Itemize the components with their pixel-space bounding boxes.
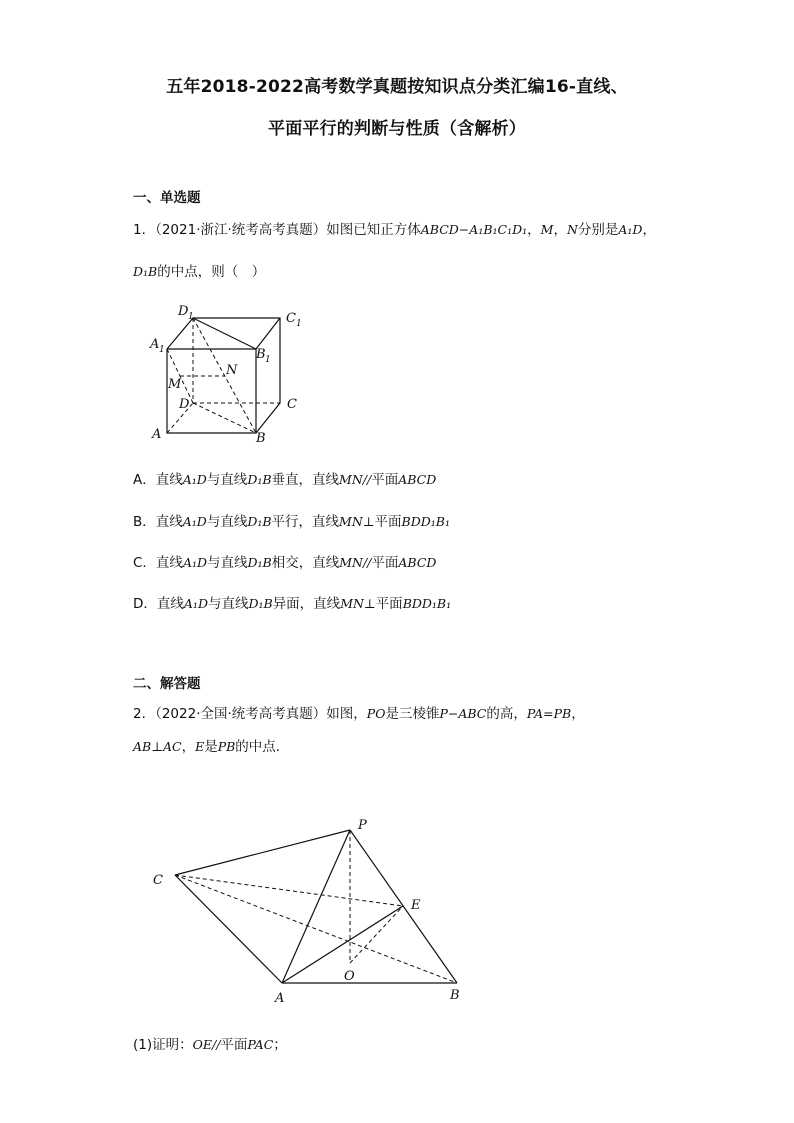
option-a[interactable]: A．直线A₁D与直线D₁B垂直，直线MN//平面ABCD	[133, 472, 437, 488]
question-1-stem-line2: D₁B的中点，则（ ）	[133, 264, 266, 280]
label-c1: C	[286, 311, 296, 326]
question-2-part-1: (1)证明：OE//平面PAC；	[133, 1037, 287, 1053]
label-b: B	[256, 431, 266, 446]
question-1-stem-line1: 1．（2021·浙江·统考高考真题）如图已知正方体ABCD−A₁B₁C₁D₁，M，N分别是A₁D，	[133, 222, 656, 238]
page-title-line1: 五年2018-2022高考数学真题按知识点分类汇编16-直线、	[166, 77, 628, 97]
label-c: C	[287, 397, 297, 412]
label-b: B	[450, 988, 460, 1003]
section-heading-answer: 二、解答题	[133, 676, 201, 692]
question-2-stem-line2: AB⊥AC，E是PB的中点．	[133, 739, 290, 755]
label-a: A	[275, 991, 285, 1006]
label-p: P	[358, 818, 367, 833]
label-m: M	[168, 377, 182, 392]
label-c1-sub: 1	[296, 319, 302, 329]
label-c: C	[153, 873, 163, 888]
label-d1-sub: 1	[188, 312, 194, 322]
label-b1: B	[256, 347, 266, 362]
label-e: E	[411, 898, 421, 913]
label-b1-sub: 1	[265, 355, 271, 365]
page-title-line2: 平面平行的判断与性质（含解析）	[268, 119, 526, 139]
pyramid-figure	[145, 815, 475, 1010]
label-d1: D	[178, 304, 189, 319]
option-c[interactable]: C．直线A₁D与直线D₁B相交，直线MN//平面ABCD	[133, 555, 437, 571]
label-d: D	[179, 397, 190, 412]
label-a: A	[152, 427, 162, 442]
option-d[interactable]: D．直线A₁D与直线D₁B异面，直线MN⊥平面BDD₁B₁	[133, 596, 452, 612]
label-o: O	[344, 969, 355, 984]
section-heading-single-choice: 一、单选题	[133, 190, 201, 206]
question-2-stem-line1: 2．（2022·全国·统考高考真题）如图，PO是三棱锥P−ABC的高，PA=PB，	[133, 706, 585, 722]
label-a1-sub: 1	[159, 345, 165, 355]
cube-figure	[140, 300, 320, 450]
label-n: N	[226, 363, 238, 378]
option-b[interactable]: B．直线A₁D与直线D₁B平行，直线MN⊥平面BDD₁B₁	[133, 514, 450, 530]
label-a1: A	[150, 337, 160, 352]
